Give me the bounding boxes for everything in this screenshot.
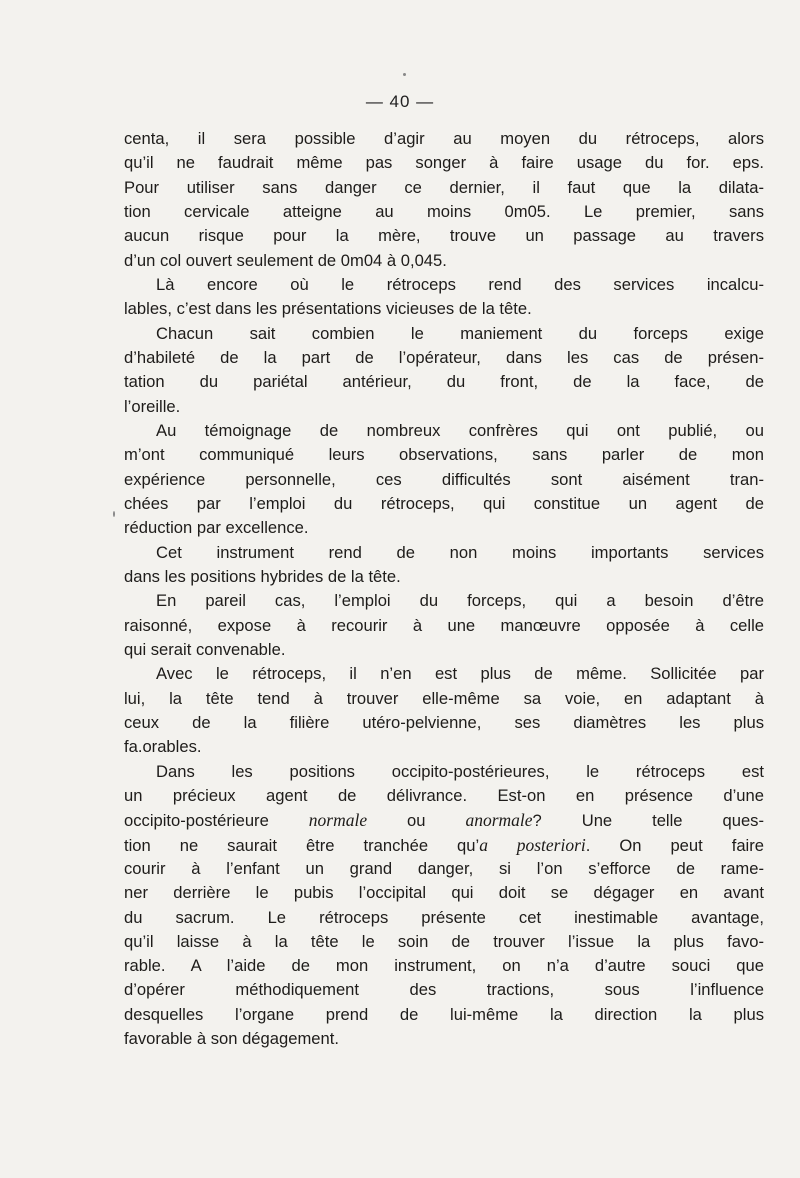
text-run: occipito-postérieure <box>124 811 309 831</box>
text-line: l’oreille. <box>124 396 181 416</box>
text-line: ner derrière le pubis l’occipital qui doit se dégager en avant <box>124 883 764 903</box>
text-line: desquelles l’organe prend de lui-même la direction la plus <box>124 1004 764 1024</box>
text-line: m’ont communiqué leurs observations, sans parler de mon <box>124 445 764 465</box>
text-line <box>124 808 764 832</box>
body-text <box>124 127 764 1051</box>
text-line: Là encore où le rétroceps rend des services incalcu- <box>156 274 764 294</box>
text-line: qu’il ne faudrait même pas songer à faire usage du for. eps. <box>124 153 764 173</box>
text-run: tion ne saurait être tranchée qu’ <box>124 835 480 855</box>
text-line: En pareil cas, l’emploi du forceps, qui a besoin d’être <box>156 591 764 611</box>
page-number: — 40 — <box>365 92 435 111</box>
text-line: fa.orables. <box>124 737 202 757</box>
text-line: réduction par excellence. <box>124 518 309 538</box>
text-line: tion cervicale atteigne au moins 0m05. Le premier, sans <box>124 201 764 221</box>
text-line: raisonné, expose à recourir à une manœuvre opposée à celle <box>124 615 764 635</box>
text-line: Avec le rétroceps, il n’en est plus de même. Sollicitée par <box>156 664 764 684</box>
text-line: expérience personnelle, ces difficultés sont aisément tran- <box>124 469 764 489</box>
text-run: . On peut faire <box>585 835 764 855</box>
text-line: qui serait convenable. <box>124 639 286 659</box>
text-line <box>124 833 764 857</box>
text-line: d’opérer méthodiquement des tractions, sous l’influence <box>124 980 764 1000</box>
text-line: un précieux agent de délivrance. Est-on en présence d’une <box>124 785 764 805</box>
text-line: d’un col ouvert seulement de 0m04 à 0,045. <box>124 250 447 270</box>
italic-term: a posteriori <box>479 834 586 855</box>
text-line: qu’il laisse à la tête le soin de trouver l’issue la plus favo- <box>124 931 764 951</box>
text-line: favorable à son dégagement. <box>124 1029 339 1049</box>
italic-term: normale <box>308 810 368 831</box>
text-line: lables, c’est dans les présentations vicieuses de la tête. <box>124 299 532 319</box>
text-line: Dans les positions occipito-postérieures, le rétroceps est <box>156 761 764 781</box>
text-line: du sacrum. Le rétroceps présente cet inestimable avantage, <box>124 907 764 927</box>
text-line: ceux de la filière utéro-pelvienne, ses diamètres les plus <box>124 712 764 732</box>
text-line: chées par l’emploi du rétroceps, qui constitue un agent de <box>124 493 764 513</box>
text-run: ou <box>367 811 466 831</box>
text-line: rable. A l’aide de mon instrument, on n’a d’autre souci que <box>124 956 764 976</box>
italic-term: anormale <box>465 810 533 831</box>
text-run: ? Une telle ques- <box>532 811 764 831</box>
text-line: Pour utiliser sans danger ce dernier, il faut que la dilata- <box>124 177 764 197</box>
text-line: Cet instrument rend de non moins importants services <box>156 542 764 562</box>
text-line: Au témoignage de nombreux confrères qui ont publié, ou <box>156 420 764 440</box>
text-line: aucun risque pour la mère, trouve un passage au travers <box>124 226 764 246</box>
text-line: lui, la tête tend à trouver elle-même sa voie, en adaptant à <box>124 688 764 708</box>
text-line: courir à l’enfant un grand danger, si l’on s’efforce de rame- <box>124 858 764 878</box>
text-line: Chacun sait combien le maniement du forceps exige <box>156 323 764 343</box>
print-speck <box>403 73 406 76</box>
print-speck <box>113 511 115 517</box>
text-line: d’habileté de la part de l’opérateur, dans les cas de présen- <box>124 347 764 367</box>
text-line: tation du pariétal antérieur, du front, de la face, de <box>124 372 764 392</box>
text-line: dans les positions hybrides de la tête. <box>124 566 401 586</box>
text-line: centa, il sera possible d’agir au moyen du rétroceps, alors <box>124 129 764 148</box>
